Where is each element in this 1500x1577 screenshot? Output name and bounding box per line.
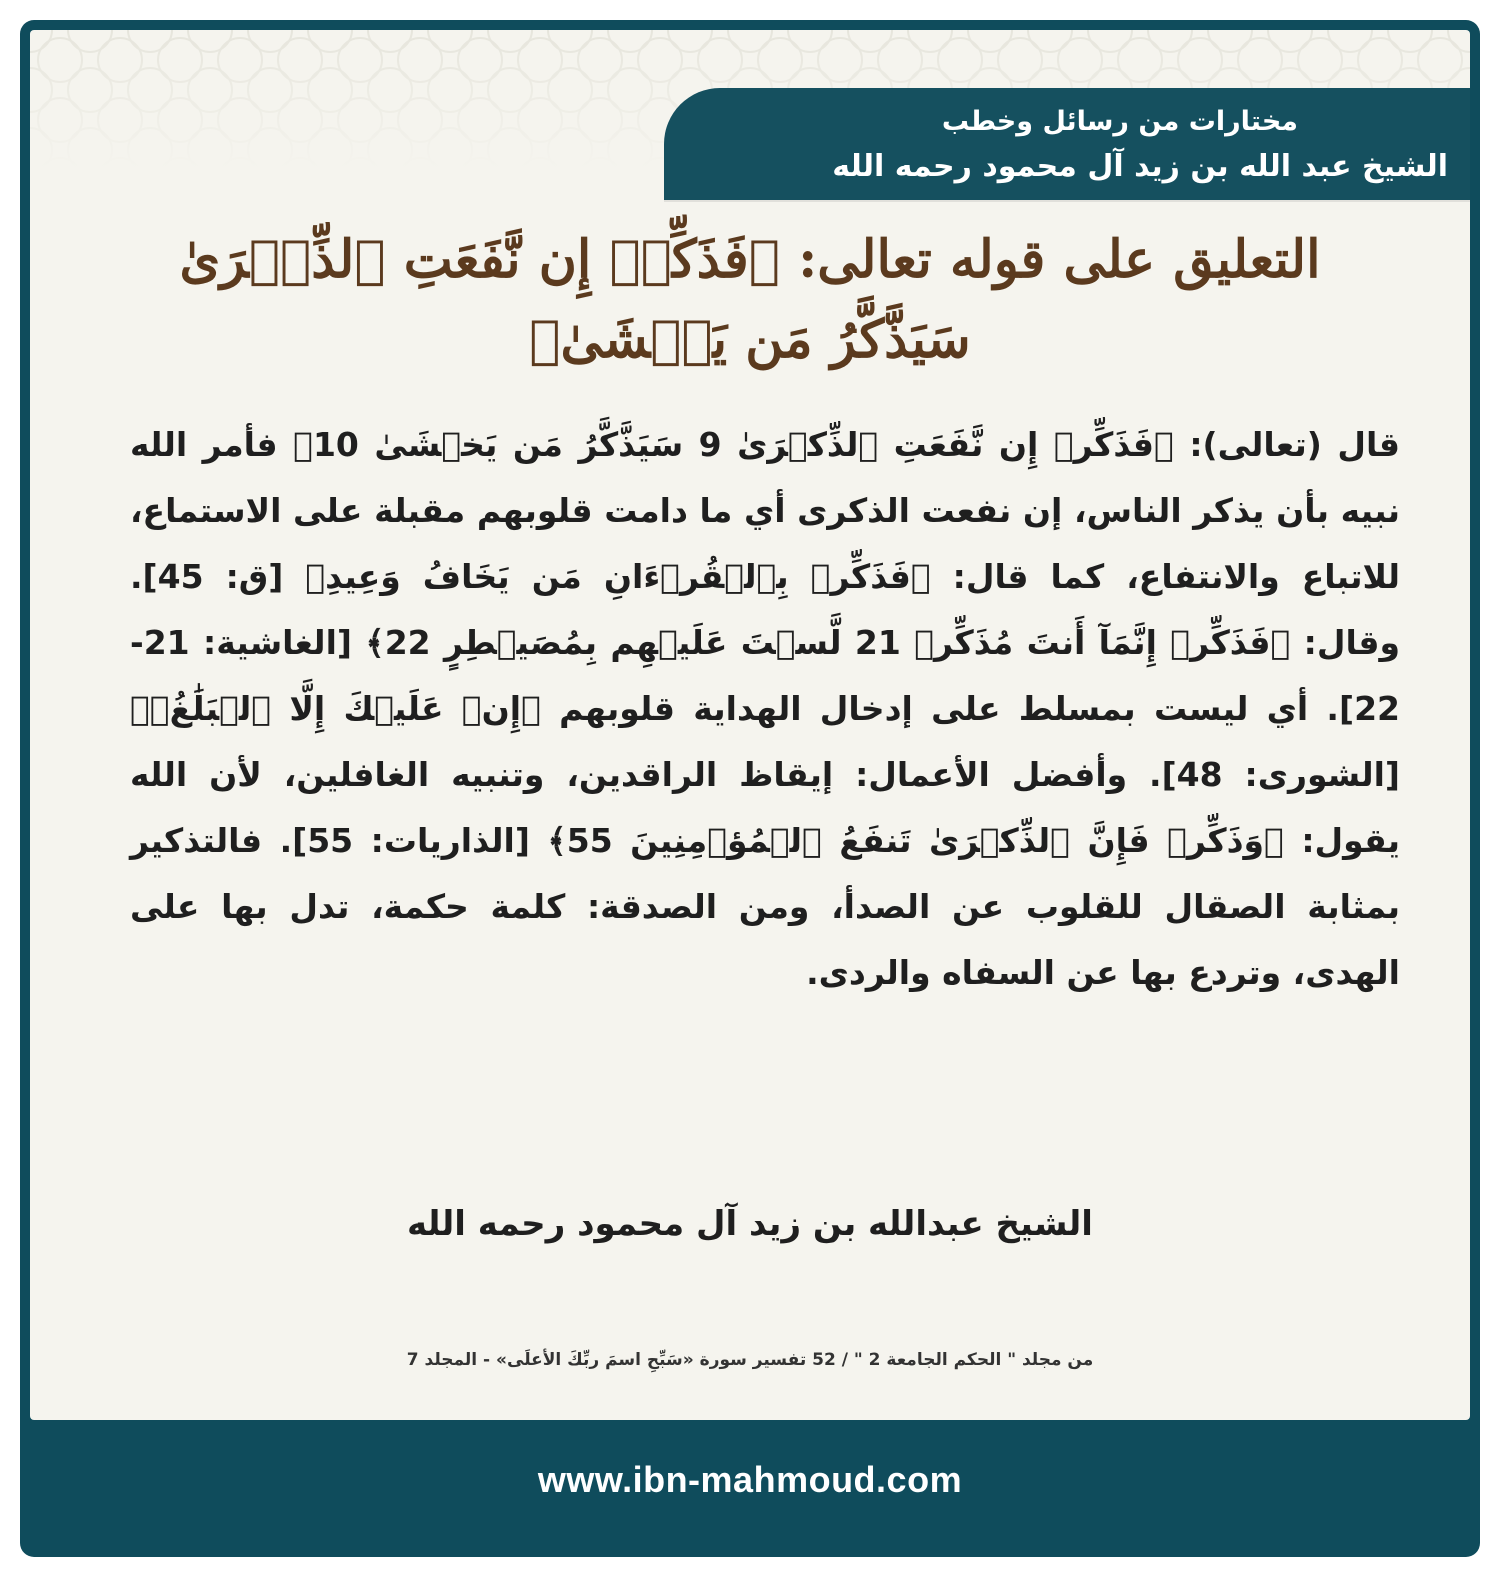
header-banner <box>664 88 1470 200</box>
body-paragraph: قال (تعالى): ﴿فَذَكِّرۡ إِن نَّفَعَتِ ٱلذِّكۡرَىٰ 9 سَيَذَّكَّرُ مَن يَخۡشَىٰ 10﴾ فأمر الله نبيه بأن يذكر الناس، إن نفعت الذكرى أي ما دامت قلوبهم مقبلة على الاستماع، للاتباع والانتفاع، كما قال: ﴿فَذَكِّرۡ بِٱلۡقُرۡءَانِ مَن يَخَافُ وَعِيدِ﴾ [ق: 45]. وقال: ﴿فَذَكِّرۡ إِنَّمَآ أَنتَ مُذَكِّرٞ 21 لَّسۡتَ عَلَيۡهِم بِمُصَيۡطِرٍ 22﴾ [الغاشية: 21-22]. أي ليست بمسلط على إدخال الهداية قلوبهم ﴿إِنۡ عَلَيۡكَ إِلَّا ٱلۡبَلَٰغُۗ﴾ [الشورى: 48]. وأفضل الأعمال: إيقاظ الراقدين، وتنبيه الغافلين، لأن الله يقول: ﴿وَذَكِّرۡ فَإِنَّ ٱلذِّكۡرَىٰ تَنفَعُ ٱلۡمُؤۡمِنِينَ 55﴾ [الذاريات: 55]. فالتذكير بمثابة الصقال للقلوب عن الصدأ، ومن الصدقة: كلمة حكمة، تدل بها على الهدى، وتردع بها عن السفاه والردى. <box>130 425 1401 992</box>
website-url[interactable]: www.ibn-mahmoud.com <box>537 1459 963 1500</box>
signature: الشيخ عبدالله بن زيد آل محمود رحمه الله <box>407 1204 1093 1244</box>
content-card <box>30 30 1470 1420</box>
header-line-1: مختارات من رسائل وخطب <box>941 106 1298 137</box>
page-title: التعليق على قوله تعالى: ﴿فَذَكِّرۡ إِن نَّفَعَتِ ٱلذِّكۡرَىٰ سَيَذَّكَّرُ مَن يَخۡشَىٰ﴾ <box>179 229 1321 370</box>
header-line-2: الشيخ عبد الله بن زيد آل محمود رحمه الله <box>832 149 1448 184</box>
source-citation: من مجلد " الحكم الجامعة 2 " / 52 تفسير سورة «سَبِّحِ اسمَ ربِّكَ الأعلَى» - المجلد 7 <box>406 1350 1094 1370</box>
